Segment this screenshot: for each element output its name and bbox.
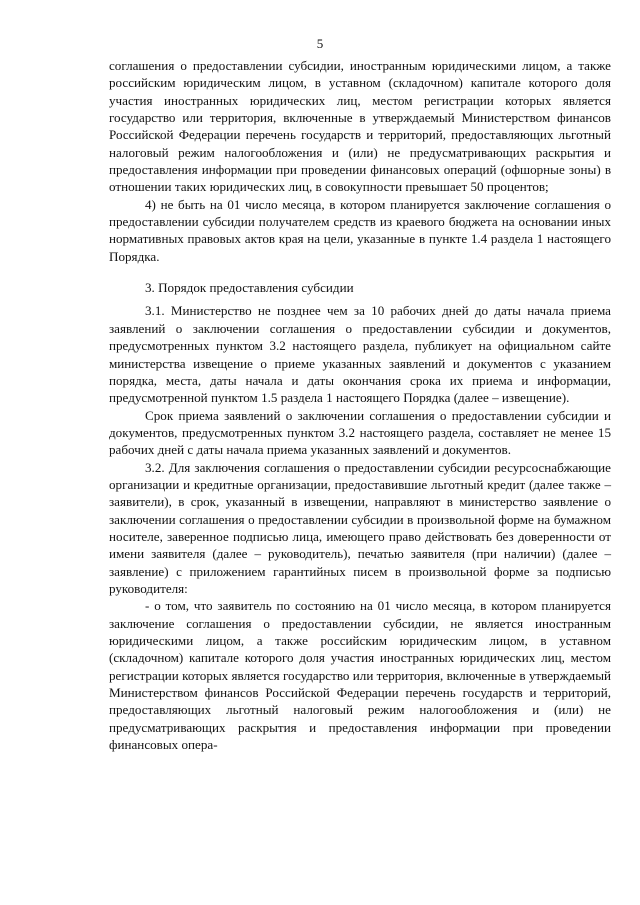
paragraph-3-1: 3.1. Министерство не позднее чем за 10 рабочих дней до даты начала приема заявлений о заключении соглашения о предоставлении субсидии и документов, предусмотренных пунктом 3.2 настоящего раздела, публикует на официальном сайте министерства извещение о приеме указанных заявлений и документов с указанием порядка, места, даты начала и даты окончания срока их приема и информации, предусмотренной пунктом 1.5 раздела 1 настоящего Порядка (далее – извещение). (109, 303, 611, 406)
paragraph-item-4: 4) не быть на 01 число месяца, в котором планируется заключение соглашения о предоставлении субсидии получателем средств из краевого бюджета на основании иных нормативных правовых актов края на цели, указанные в пункте 1.4 раздела 1 настоящего Порядка. (109, 196, 611, 264)
paragraph-3-2: 3.2. Для заключения соглашения о предоставлении субсидии ресурсоснабжающие организации и кредитные организации, предоставившие льготный кредит (далее также – заявители), в срок, указанный в извещении, направляют в министерство заявление о заключении соглашения о предоставлении субсидии в произвольной форме на бумажном носителе, заверенное подписью лица, имеющего право действовать без доверенности от имени заявителя (далее – руководитель), печатью заявителя (при наличии) (далее – заявление) с приложением гарантийных писем в произвольной форме за подписью руководителя: (109, 459, 611, 596)
document-body (109, 57, 611, 753)
page-number: 5 (316, 36, 324, 51)
paragraph-deadline: Срок приема заявлений о заключении соглашения о предоставлении субсидии и документов, предусмотренных пунктом 3.2 настоящего раздела, составляет не менее 15 рабочих дней с даты начала приема указанных заявлений и документов. (109, 407, 611, 458)
section-heading: 3. Порядок предоставления субсидии (145, 280, 354, 296)
paragraph-continuation: соглашения о предоставлении субсидии, иностранным юридическими лицом, а также российским юридическим лицом, в уставном (складочном) капитале которого доля участия иностранных юридических лиц, местом регистрации которых является государство или территория, включенные в утверждаемый Министерством финансов Российской Федерации перечень государств и территорий, предоставляющих льготный налоговый режим налогообложения и (или) не предусматривающих раскрытия и предоставления информации при проведении финансовых операций (офшорные зоны) в отношении таких юридических лиц, в совокупности превышает 50 процентов; (109, 58, 611, 195)
paragraph-guarantee-letter: - о том, что заявитель по состоянию на 01 число месяца, в котором планируется заключение соглашения о предоставлении субсидии, не является иностранным юридическими лицом, а также российским юридическим лицом, в уставном (складочном) капитале которого доля участия иностранных юридических лиц, местом регистрации которых является государство или территория, включенные в утверждаемый Министерством финансов Российской Федерации перечень государств и территорий, предоставляющих льготный налоговый режим налогообложения и (или) не предусматривающих раскрытия и предоставления информации при проведении финансовых опера- (109, 598, 611, 753)
